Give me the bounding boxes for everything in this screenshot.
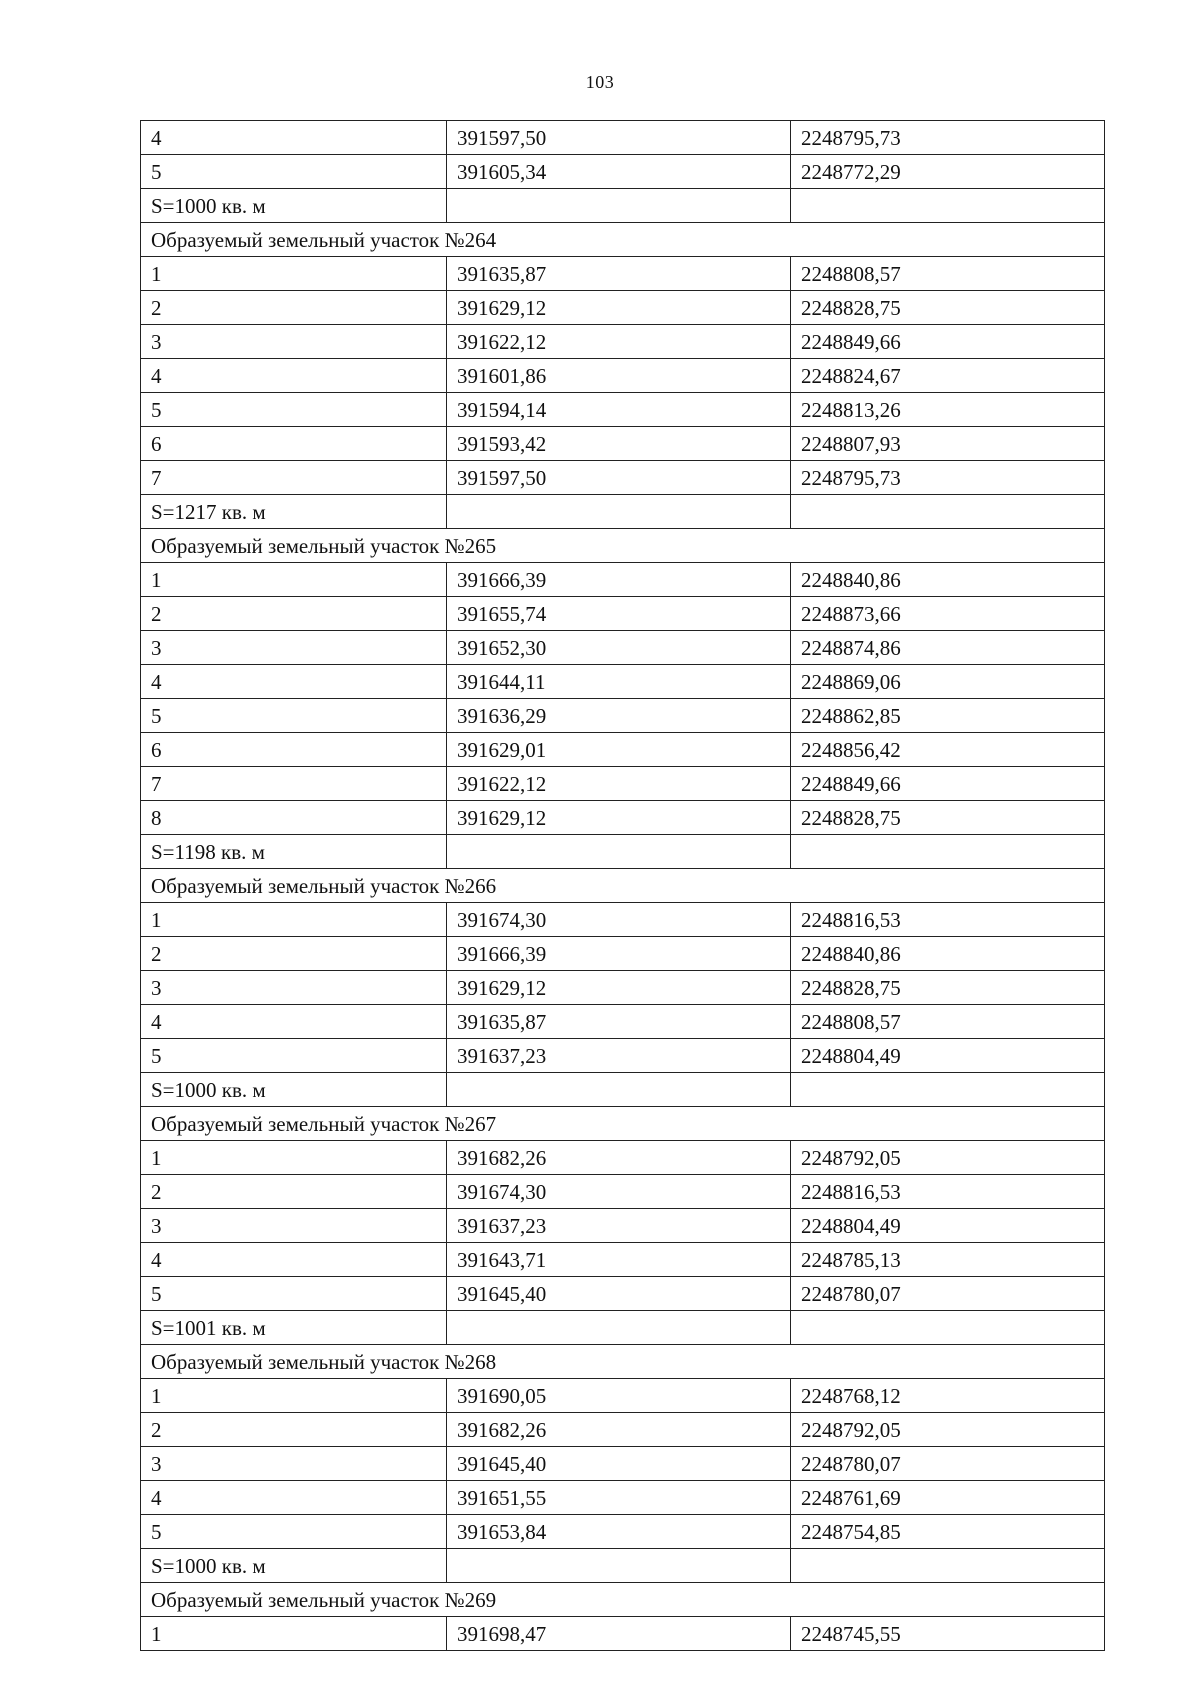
point-number-cell: 2 [141,597,447,631]
y-coordinate-cell: 2248828,75 [791,291,1105,325]
y-coordinate-cell: 2248808,57 [791,1005,1105,1039]
x-coordinate-cell: 391674,30 [447,903,791,937]
point-number-cell: 5 [141,393,447,427]
point-number-cell: 7 [141,767,447,801]
point-row [141,971,1105,1005]
y-coordinate-cell: 2248874,86 [791,631,1105,665]
area-cell: S=1000 кв. м [141,1073,447,1107]
area-row [141,1311,1105,1345]
parcel-header-row [141,1345,1105,1379]
point-number-cell: 5 [141,155,447,189]
point-number-cell: 1 [141,563,447,597]
area-row [141,835,1105,869]
y-coordinate-cell: 2248795,73 [791,461,1105,495]
point-number-cell: 5 [141,1515,447,1549]
point-number-cell: 4 [141,359,447,393]
parcel-header-row [141,1583,1105,1617]
y-coordinate-cell: 2248828,75 [791,801,1105,835]
point-number-cell: 3 [141,1209,447,1243]
point-number-cell: 5 [141,699,447,733]
point-number-cell: 4 [141,1481,447,1515]
x-coordinate-cell: 391597,50 [447,461,791,495]
y-coordinate-cell: 2248804,49 [791,1039,1105,1073]
area-row [141,189,1105,223]
point-row [141,359,1105,393]
point-row [141,155,1105,189]
empty-cell [447,1311,791,1345]
y-coordinate-cell: 2248816,53 [791,1175,1105,1209]
coordinates-table [140,120,1105,1651]
x-coordinate-cell: 391651,55 [447,1481,791,1515]
parcel-header-row [141,529,1105,563]
point-row [141,1515,1105,1549]
x-coordinate-cell: 391597,50 [447,121,791,155]
point-row [141,937,1105,971]
point-number-cell: 3 [141,325,447,359]
y-coordinate-cell: 2248754,85 [791,1515,1105,1549]
x-coordinate-cell: 391643,71 [447,1243,791,1277]
empty-cell [447,835,791,869]
x-coordinate-cell: 391655,74 [447,597,791,631]
x-coordinate-cell: 391652,30 [447,631,791,665]
point-row [141,699,1105,733]
empty-cell [791,189,1105,223]
point-number-cell: 3 [141,1447,447,1481]
point-row [141,1175,1105,1209]
point-number-cell: 1 [141,1379,447,1413]
y-coordinate-cell: 2248780,07 [791,1447,1105,1481]
point-number-cell: 3 [141,971,447,1005]
parcel-header-row [141,223,1105,257]
point-row [141,1039,1105,1073]
point-row [141,461,1105,495]
y-coordinate-cell: 2248792,05 [791,1413,1105,1447]
x-coordinate-cell: 391622,12 [447,767,791,801]
point-number-cell: 2 [141,1413,447,1447]
point-row [141,1243,1105,1277]
point-row [141,1413,1105,1447]
y-coordinate-cell: 2248869,06 [791,665,1105,699]
x-coordinate-cell: 391645,40 [447,1447,791,1481]
empty-cell [791,1073,1105,1107]
empty-cell [447,495,791,529]
x-coordinate-cell: 391666,39 [447,937,791,971]
point-number-cell: 4 [141,665,447,699]
x-coordinate-cell: 391666,39 [447,563,791,597]
x-coordinate-cell: 391635,87 [447,1005,791,1039]
point-number-cell: 2 [141,291,447,325]
point-number-cell: 3 [141,631,447,665]
parcel-header-cell: Образуемый земельный участок №269 [141,1583,1105,1617]
empty-cell [447,189,791,223]
y-coordinate-cell: 2248840,86 [791,563,1105,597]
point-row [141,1141,1105,1175]
area-cell: S=1217 кв. м [141,495,447,529]
point-number-cell: 8 [141,801,447,835]
y-coordinate-cell: 2248808,57 [791,257,1105,291]
y-coordinate-cell: 2248856,42 [791,733,1105,767]
area-row [141,1549,1105,1583]
empty-cell [791,495,1105,529]
point-row [141,1447,1105,1481]
point-row [141,563,1105,597]
y-coordinate-cell: 2248873,66 [791,597,1105,631]
point-row [141,631,1105,665]
x-coordinate-cell: 391601,86 [447,359,791,393]
x-coordinate-cell: 391674,30 [447,1175,791,1209]
x-coordinate-cell: 391653,84 [447,1515,791,1549]
x-coordinate-cell: 391644,11 [447,665,791,699]
y-coordinate-cell: 2248816,53 [791,903,1105,937]
y-coordinate-cell: 2248780,07 [791,1277,1105,1311]
empty-cell [791,835,1105,869]
point-row [141,325,1105,359]
point-row [141,393,1105,427]
point-number-cell: 1 [141,1141,447,1175]
area-row [141,1073,1105,1107]
y-coordinate-cell: 2248768,12 [791,1379,1105,1413]
point-number-cell: 4 [141,1243,447,1277]
area-cell: S=1000 кв. м [141,1549,447,1583]
point-row [141,1005,1105,1039]
area-cell: S=1001 кв. м [141,1311,447,1345]
x-coordinate-cell: 391637,23 [447,1039,791,1073]
point-row [141,121,1105,155]
point-number-cell: 5 [141,1039,447,1073]
coordinates-table-body [141,121,1105,1651]
x-coordinate-cell: 391629,12 [447,971,791,1005]
parcel-header-row [141,1107,1105,1141]
parcel-header-row [141,869,1105,903]
y-coordinate-cell: 2248761,69 [791,1481,1105,1515]
point-row [141,597,1105,631]
point-number-cell: 6 [141,733,447,767]
point-number-cell: 1 [141,903,447,937]
parcel-header-cell: Образуемый земельный участок №265 [141,529,1105,563]
x-coordinate-cell: 391629,12 [447,291,791,325]
y-coordinate-cell: 2248840,86 [791,937,1105,971]
point-number-cell: 2 [141,937,447,971]
x-coordinate-cell: 391629,12 [447,801,791,835]
parcel-header-cell: Образуемый земельный участок №264 [141,223,1105,257]
area-cell: S=1198 кв. м [141,835,447,869]
point-number-cell: 7 [141,461,447,495]
point-row [141,801,1105,835]
x-coordinate-cell: 391690,05 [447,1379,791,1413]
parcel-header-cell: Образуемый земельный участок №268 [141,1345,1105,1379]
point-number-cell: 5 [141,1277,447,1311]
parcel-header-cell: Образуемый земельный участок №266 [141,869,1105,903]
x-coordinate-cell: 391622,12 [447,325,791,359]
x-coordinate-cell: 391605,34 [447,155,791,189]
empty-cell [447,1073,791,1107]
x-coordinate-cell: 391594,14 [447,393,791,427]
x-coordinate-cell: 391645,40 [447,1277,791,1311]
x-coordinate-cell: 391698,47 [447,1617,791,1651]
empty-cell [447,1549,791,1583]
empty-cell [791,1549,1105,1583]
point-row [141,1209,1105,1243]
point-row [141,767,1105,801]
parcel-header-cell: Образуемый земельный участок №267 [141,1107,1105,1141]
point-number-cell: 1 [141,1617,447,1651]
x-coordinate-cell: 391637,23 [447,1209,791,1243]
y-coordinate-cell: 2248849,66 [791,325,1105,359]
point-number-cell: 2 [141,1175,447,1209]
point-row [141,257,1105,291]
y-coordinate-cell: 2248795,73 [791,121,1105,155]
point-row [141,733,1105,767]
x-coordinate-cell: 391682,26 [447,1141,791,1175]
point-number-cell: 4 [141,121,447,155]
area-row [141,495,1105,529]
empty-cell [791,1311,1105,1345]
x-coordinate-cell: 391635,87 [447,257,791,291]
point-row [141,291,1105,325]
point-row [141,1277,1105,1311]
y-coordinate-cell: 2248807,93 [791,427,1105,461]
point-number-cell: 4 [141,1005,447,1039]
point-number-cell: 1 [141,257,447,291]
y-coordinate-cell: 2248792,05 [791,1141,1105,1175]
point-row [141,903,1105,937]
y-coordinate-cell: 2248828,75 [791,971,1105,1005]
point-row [141,1481,1105,1515]
point-row [141,665,1105,699]
x-coordinate-cell: 391636,29 [447,699,791,733]
y-coordinate-cell: 2248785,13 [791,1243,1105,1277]
point-row [141,1379,1105,1413]
y-coordinate-cell: 2248772,29 [791,155,1105,189]
y-coordinate-cell: 2248824,67 [791,359,1105,393]
x-coordinate-cell: 391682,26 [447,1413,791,1447]
y-coordinate-cell: 2248804,49 [791,1209,1105,1243]
point-row [141,427,1105,461]
y-coordinate-cell: 2248813,26 [791,393,1105,427]
y-coordinate-cell: 2248745,55 [791,1617,1105,1651]
point-number-cell: 6 [141,427,447,461]
y-coordinate-cell: 2248849,66 [791,767,1105,801]
x-coordinate-cell: 391593,42 [447,427,791,461]
y-coordinate-cell: 2248862,85 [791,699,1105,733]
x-coordinate-cell: 391629,01 [447,733,791,767]
point-row [141,1617,1105,1651]
page-number: 103 [585,72,615,92]
area-cell: S=1000 кв. м [141,189,447,223]
